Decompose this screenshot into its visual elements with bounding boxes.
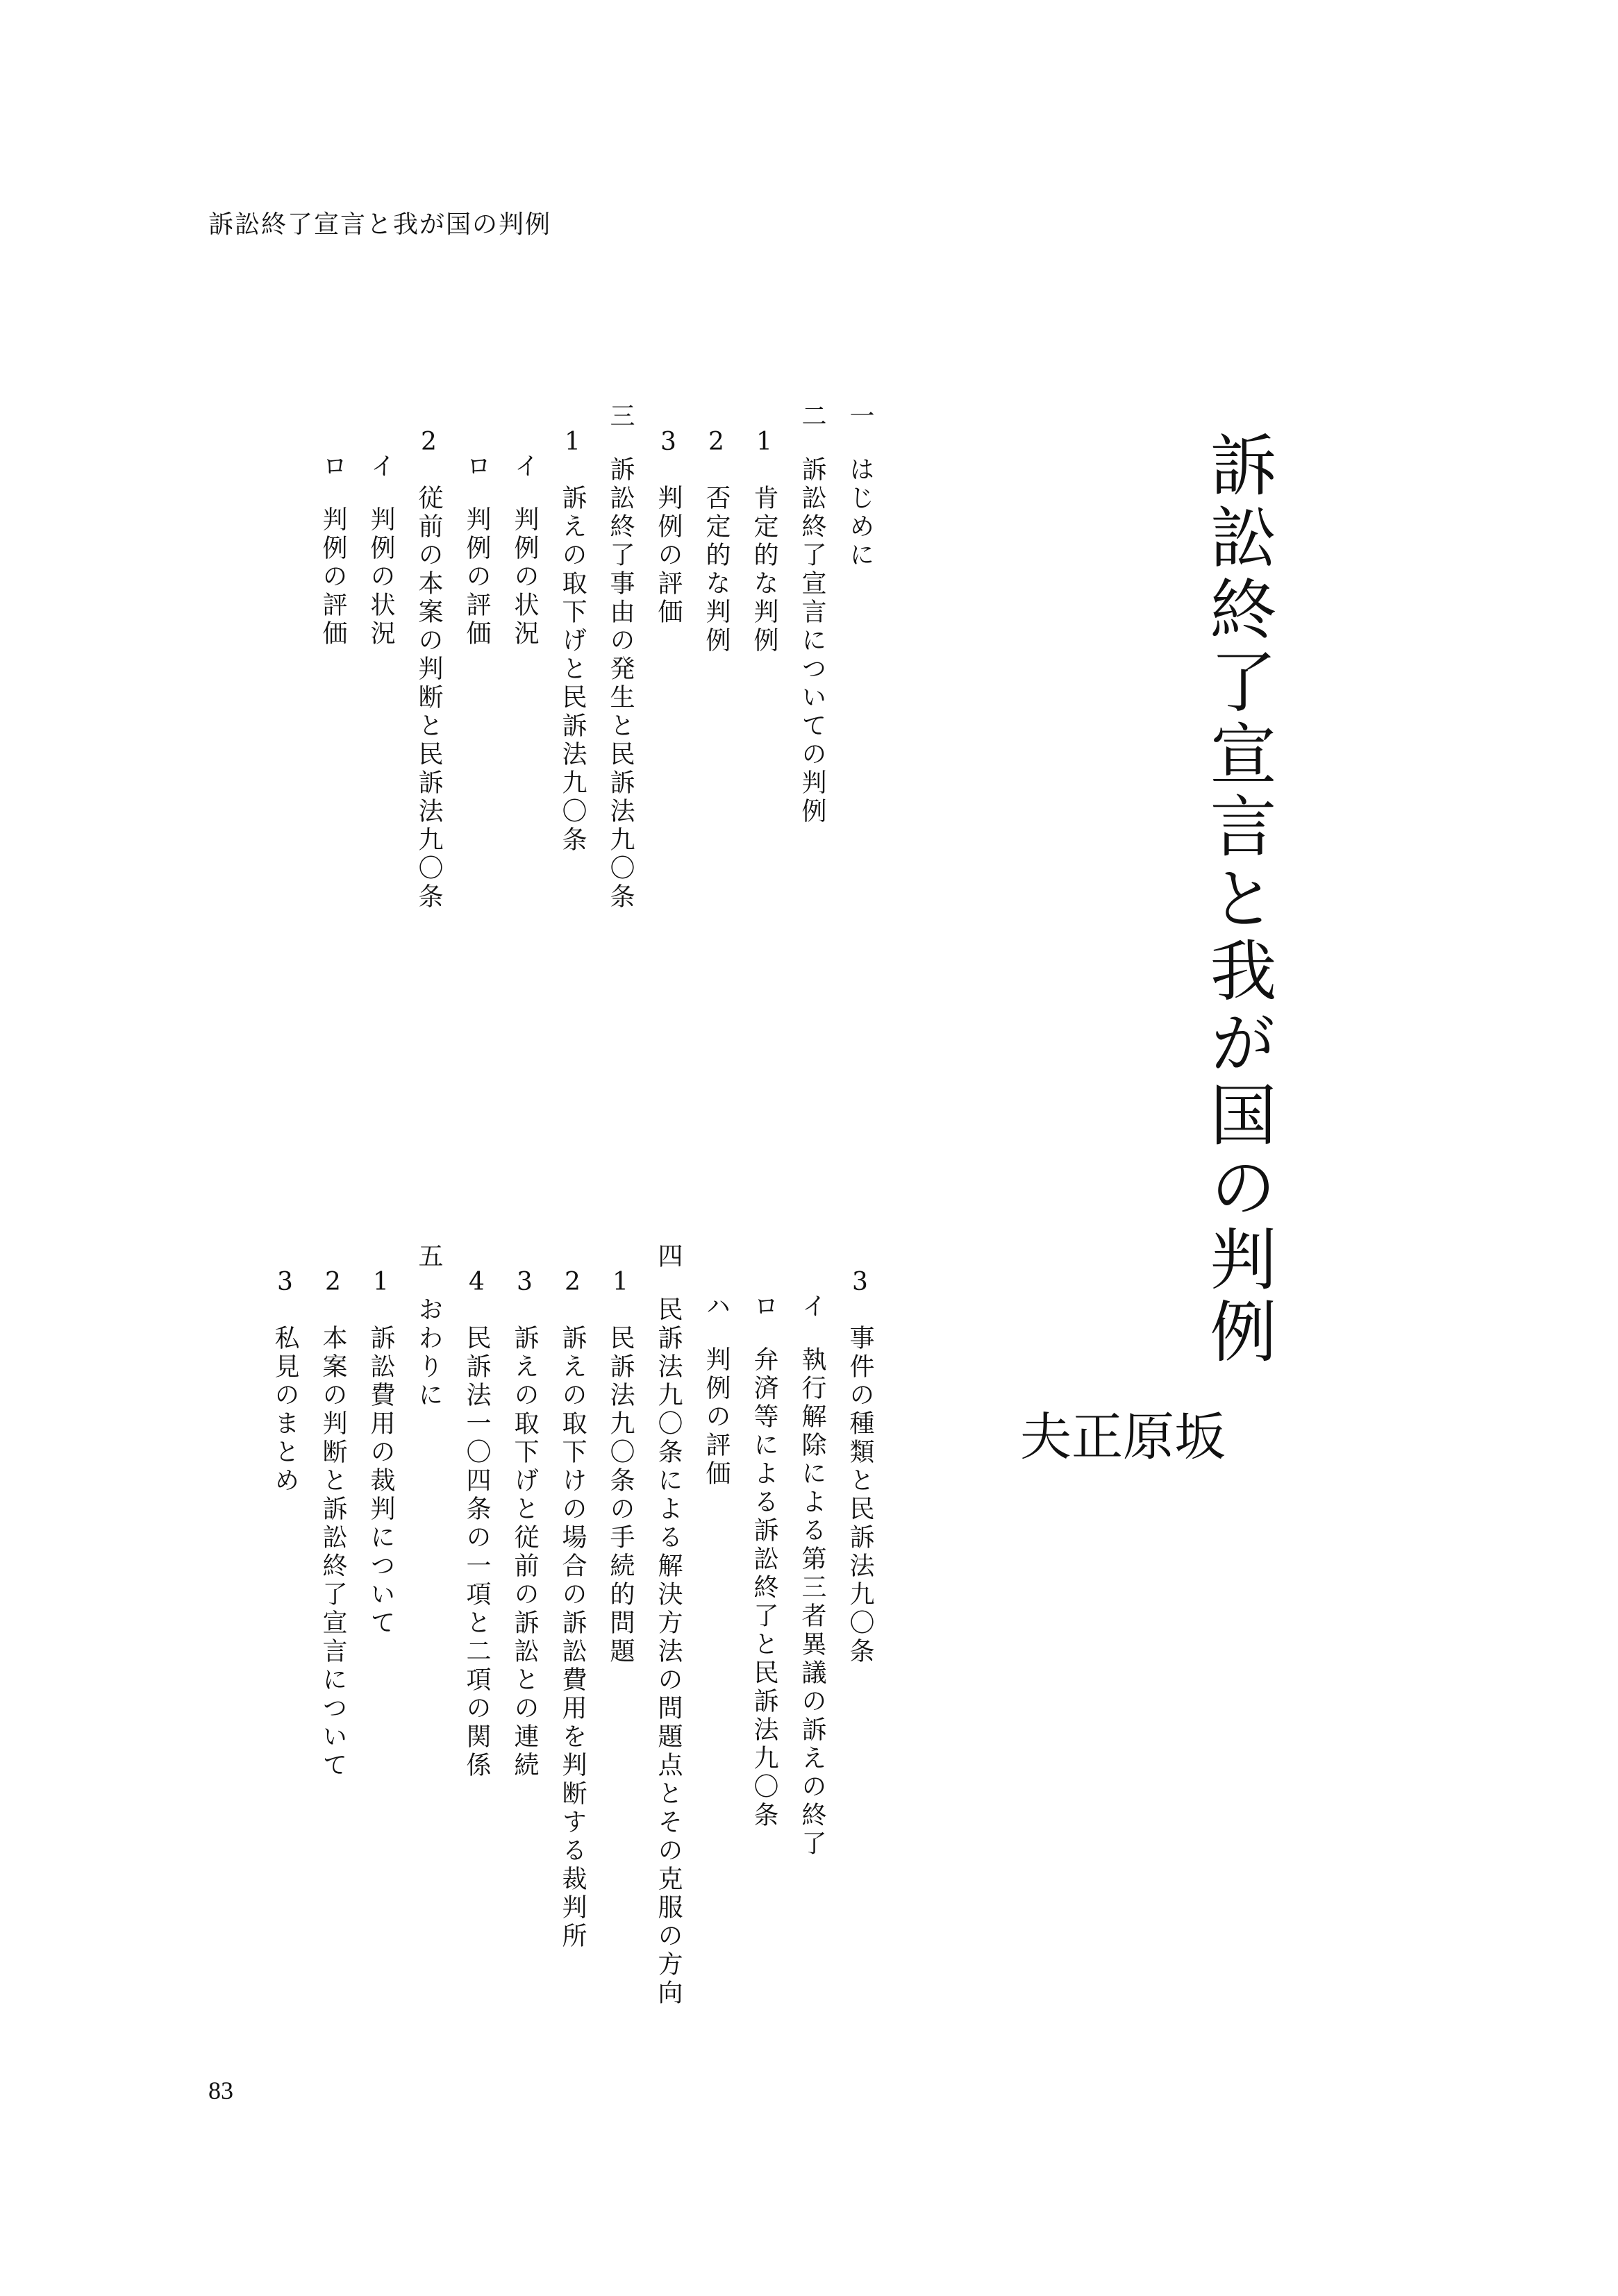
author-char: 夫 (1012, 1409, 1071, 1461)
toc-entry-text: 事件の種類と民訴法九〇条 (846, 1325, 874, 1666)
toc-entry (847, 403, 872, 570)
toc-entry-text: 訴えの取下けの場合の訴訟費用を判断する裁判所 (558, 1325, 587, 1951)
toc-entry-mark: ロ (462, 453, 491, 481)
toc-entry-mark: 2 (558, 1268, 587, 1300)
toc-entry-text: 否定的な判例 (702, 485, 731, 655)
toc-entry-mark: 1 (367, 1268, 395, 1300)
toc-entry (368, 453, 393, 648)
toc-entry (608, 1268, 633, 1666)
toc-entry-mark: イ (510, 453, 539, 481)
toc-entry-mark: ロ (750, 1293, 778, 1321)
toc-entry-mark: 3 (510, 1268, 539, 1300)
toc-entry-text: はじめに (846, 456, 874, 570)
toc-entry (799, 1293, 824, 1859)
toc-entry (464, 453, 489, 648)
author-name (1012, 1409, 1226, 1565)
toc-entry-mark: 一 (846, 403, 874, 431)
toc-entry-mark: 四 (654, 1243, 683, 1271)
toc-entry (512, 1268, 537, 1780)
toc-entry-mark: ハ (702, 1293, 731, 1321)
toc-entry (320, 453, 345, 648)
toc-entry (751, 428, 776, 655)
author-char: 正 (1063, 1409, 1123, 1461)
toc-entry-mark: イ (367, 453, 395, 481)
toc-entry-text: 民訴法一〇四条の一項と二項の関係 (462, 1325, 491, 1780)
toc-entry-text: おわりに (415, 1296, 443, 1410)
toc-entry-text: 訴えの取下げと従前の訴訟との連続 (510, 1325, 539, 1780)
toc-entry (416, 428, 441, 912)
toc-entry-text: 訴訟費用の裁判について (367, 1325, 395, 1638)
toc-entry (751, 1293, 776, 1830)
toc-entry-mark: ロ (319, 453, 347, 481)
toc-entry-mark: 2 (702, 428, 731, 460)
toc-entry (272, 1268, 297, 1495)
toc-entry-mark: イ (798, 1293, 826, 1321)
toc-entry (464, 1268, 489, 1780)
toc-entry-text: 訴えの取下げと民訴法九〇条 (558, 485, 587, 855)
toc-entry (656, 428, 681, 627)
toc-entry-text: 肯定的な判例 (750, 485, 778, 655)
toc-entry-text: 判例の評価 (319, 506, 347, 648)
toc-entry (608, 403, 633, 912)
toc-entry-mark: 2 (415, 428, 443, 460)
toc-entry-mark: 4 (462, 1268, 491, 1300)
toc-entry-text: 訴訟終了事由の発生と民訴法九〇条 (606, 456, 635, 912)
toc-entry-text: 民訴法九〇条による解決方法の問題点とその克服の方向 (654, 1296, 683, 2008)
toc-entry-text: 執行解除による第三者異議の訴えの終了 (798, 1346, 826, 1859)
toc-entry (560, 1268, 585, 1951)
toc-entry (512, 453, 537, 648)
toc-entry-text: 従前の本案の判断と民訴法九〇条 (415, 485, 443, 912)
toc-entry-text: 判例の評価 (654, 485, 683, 627)
toc-entry-text: 本案の判断と訴訟終了宣言について (319, 1325, 347, 1780)
toc-entry (702, 1293, 731, 1489)
toc-entry (416, 1243, 441, 1410)
toc-entry-mark: 3 (654, 428, 683, 460)
page-number: 83 (208, 2077, 233, 2104)
toc-entry-mark: 2 (319, 1268, 347, 1300)
toc-entry (368, 1268, 393, 1638)
toc-entry-text: 判例の評価 (702, 1346, 731, 1489)
toc-entry-mark: 1 (558, 428, 587, 460)
running-head: 訴訟終了宣言と我が国の判例 (208, 210, 552, 239)
toc-entry (560, 428, 585, 855)
toc-entry-mark: 五 (415, 1243, 443, 1271)
toc-entry-text: 判例の状況 (510, 506, 539, 648)
toc-entry-text: 民訴法九〇条の手続的問題 (606, 1325, 635, 1666)
toc-entry (702, 428, 731, 655)
toc-entry-mark: 二 (798, 403, 826, 431)
article-title: 訴訟終了宣言と我が国の判例 (1199, 430, 1277, 1369)
toc-entry-mark: 3 (271, 1268, 299, 1300)
toc-entry (799, 403, 824, 826)
toc-entry-text: 弁済等による訴訟終了と民訴法九〇条 (750, 1346, 778, 1830)
author-char: 原 (1115, 1409, 1174, 1461)
toc-entry-mark: 3 (846, 1268, 874, 1300)
toc-entry-mark: 1 (750, 428, 778, 460)
toc-entry (320, 1268, 345, 1780)
toc-entry (847, 1268, 872, 1666)
toc-entry-mark: 1 (606, 1268, 635, 1300)
toc-entry-text: 訴訟終了宣言についての判例 (798, 456, 826, 826)
toc-entry-text: 判例の評価 (462, 506, 491, 648)
toc-entry-mark: 三 (606, 403, 635, 431)
author-char: 坂 (1166, 1409, 1226, 1461)
toc-entry-text: 私見のまとめ (271, 1325, 299, 1495)
toc-entry (656, 1243, 681, 2008)
toc-entry-text: 判例の状況 (367, 506, 395, 648)
